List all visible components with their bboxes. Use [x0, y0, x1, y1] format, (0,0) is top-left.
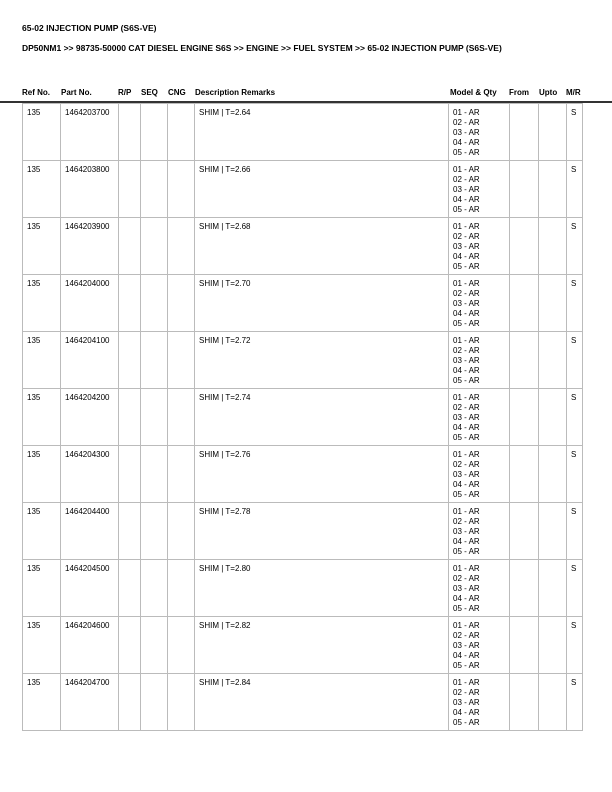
from-cell — [510, 674, 539, 731]
mr-cell: S — [567, 275, 583, 332]
seq-cell — [141, 503, 168, 560]
model-qty: 04 - AR — [453, 195, 480, 204]
mr-cell: S — [567, 389, 583, 446]
part-no-cell: 1464204100 — [61, 332, 119, 389]
table-row — [23, 104, 583, 161]
upto-cell — [539, 161, 567, 218]
model-qty: 02 - AR — [453, 175, 480, 184]
ref-cell: 135 — [23, 389, 61, 446]
upto-cell — [539, 218, 567, 275]
table-row — [23, 674, 583, 731]
model-qty: 01 - AR — [453, 507, 480, 516]
page-title: 65-02 INJECTION PUMP (S6S-VE) — [22, 23, 157, 33]
model-qty: 01 - AR — [453, 621, 480, 630]
cng-cell — [168, 617, 195, 674]
description-cell: SHIM | T=2.74 — [195, 389, 449, 446]
mr-cell: S — [567, 218, 583, 275]
from-cell — [510, 503, 539, 560]
col-model: Model & Qty — [450, 88, 497, 97]
model-qty: 01 - AR — [453, 564, 480, 573]
model-qty: 02 - AR — [453, 118, 480, 127]
model-qty: 03 - AR — [453, 470, 480, 479]
model-qty-cell — [449, 332, 510, 389]
description-cell: SHIM | T=2.70 — [195, 275, 449, 332]
mr-cell: S — [567, 560, 583, 617]
ref-cell: 135 — [23, 503, 61, 560]
model-qty: 04 - AR — [453, 537, 480, 546]
rp-cell — [119, 161, 141, 218]
col-from: From — [509, 88, 529, 97]
model-qty: 04 - AR — [453, 252, 480, 261]
rp-cell — [119, 503, 141, 560]
part-no-cell: 1464204300 — [61, 446, 119, 503]
description-cell: SHIM | T=2.66 — [195, 161, 449, 218]
seq-cell — [141, 389, 168, 446]
from-cell — [510, 161, 539, 218]
upto-cell — [539, 275, 567, 332]
cng-cell — [168, 218, 195, 275]
model-qty: 03 - AR — [453, 698, 480, 707]
from-cell — [510, 275, 539, 332]
model-qty: 01 - AR — [453, 678, 480, 687]
mr-cell: S — [567, 617, 583, 674]
cng-cell — [168, 332, 195, 389]
part-no-cell: 1464203800 — [61, 161, 119, 218]
rp-cell — [119, 332, 141, 389]
model-qty: 05 - AR — [453, 547, 480, 556]
model-qty: 04 - AR — [453, 594, 480, 603]
rp-cell — [119, 617, 141, 674]
col-upto: Upto — [539, 88, 558, 97]
upto-cell — [539, 617, 567, 674]
seq-cell — [141, 332, 168, 389]
ref-cell: 135 — [23, 275, 61, 332]
model-qty: 01 - AR — [453, 336, 480, 345]
description-cell: SHIM | T=2.72 — [195, 332, 449, 389]
mr-cell: S — [567, 161, 583, 218]
model-qty: 03 - AR — [453, 356, 480, 365]
model-qty: 04 - AR — [453, 423, 480, 432]
ref-cell: 135 — [23, 674, 61, 731]
ref-cell: 135 — [23, 161, 61, 218]
cng-cell — [168, 389, 195, 446]
model-qty: 04 - AR — [453, 651, 480, 660]
model-qty: 03 - AR — [453, 584, 480, 593]
model-qty: 03 - AR — [453, 128, 480, 137]
upto-cell — [539, 560, 567, 617]
upto-cell — [539, 446, 567, 503]
model-qty-cell — [449, 446, 510, 503]
ref-cell: 135 — [23, 218, 61, 275]
model-qty: 03 - AR — [453, 299, 480, 308]
col-desc: Description Remarks — [195, 88, 276, 97]
upto-cell — [539, 332, 567, 389]
table-row — [23, 560, 583, 617]
part-no-cell: 1464204000 — [61, 275, 119, 332]
model-qty: 05 - AR — [453, 433, 480, 442]
from-cell — [510, 560, 539, 617]
description-cell: SHIM | T=2.84 — [195, 674, 449, 731]
model-qty: 01 - AR — [453, 108, 480, 117]
model-qty: 05 - AR — [453, 490, 480, 499]
model-qty: 02 - AR — [453, 460, 480, 469]
table-row — [23, 161, 583, 218]
mr-cell: S — [567, 104, 583, 161]
table-row — [23, 389, 583, 446]
upto-cell — [539, 104, 567, 161]
upto-cell — [539, 389, 567, 446]
seq-cell — [141, 104, 168, 161]
description-cell: SHIM | T=2.78 — [195, 503, 449, 560]
seq-cell — [141, 674, 168, 731]
model-qty: 02 - AR — [453, 688, 480, 697]
model-qty: 02 - AR — [453, 574, 480, 583]
model-qty: 04 - AR — [453, 366, 480, 375]
mr-cell: S — [567, 674, 583, 731]
ref-cell: 135 — [23, 560, 61, 617]
seq-cell — [141, 617, 168, 674]
model-qty: 04 - AR — [453, 708, 480, 717]
parts-table — [22, 103, 583, 731]
ref-cell: 135 — [23, 332, 61, 389]
model-qty: 03 - AR — [453, 413, 480, 422]
table-row — [23, 503, 583, 560]
mr-cell: S — [567, 446, 583, 503]
seq-cell — [141, 218, 168, 275]
col-mr: M/R — [566, 88, 581, 97]
description-cell: SHIM | T=2.76 — [195, 446, 449, 503]
description-cell: SHIM | T=2.82 — [195, 617, 449, 674]
table-row — [23, 617, 583, 674]
model-qty: 02 - AR — [453, 517, 480, 526]
table-row — [23, 332, 583, 389]
model-qty: 05 - AR — [453, 148, 480, 157]
seq-cell — [141, 560, 168, 617]
table-row — [23, 275, 583, 332]
model-qty-cell — [449, 617, 510, 674]
part-no-cell: 1464204700 — [61, 674, 119, 731]
model-qty: 05 - AR — [453, 376, 480, 385]
cng-cell — [168, 104, 195, 161]
rp-cell — [119, 560, 141, 617]
model-qty-cell — [449, 674, 510, 731]
rp-cell — [119, 674, 141, 731]
description-cell: SHIM | T=2.64 — [195, 104, 449, 161]
model-qty-cell — [449, 218, 510, 275]
upto-cell — [539, 674, 567, 731]
ref-cell: 135 — [23, 446, 61, 503]
part-no-cell: 1464204600 — [61, 617, 119, 674]
model-qty: 01 - AR — [453, 165, 480, 174]
part-no-cell: 1464204200 — [61, 389, 119, 446]
from-cell — [510, 218, 539, 275]
part-no-cell: 1464203700 — [61, 104, 119, 161]
model-qty: 02 - AR — [453, 232, 480, 241]
seq-cell — [141, 446, 168, 503]
model-qty-cell — [449, 389, 510, 446]
model-qty: 01 - AR — [453, 279, 480, 288]
description-cell: SHIM | T=2.68 — [195, 218, 449, 275]
model-qty-cell — [449, 560, 510, 617]
ref-cell: 135 — [23, 104, 61, 161]
table-row — [23, 218, 583, 275]
model-qty: 02 - AR — [453, 631, 480, 640]
cng-cell — [168, 560, 195, 617]
model-qty: 05 - AR — [453, 205, 480, 214]
rp-cell — [119, 389, 141, 446]
model-qty-cell — [449, 275, 510, 332]
table-row — [23, 446, 583, 503]
from-cell — [510, 389, 539, 446]
model-qty: 04 - AR — [453, 309, 480, 318]
cng-cell — [168, 503, 195, 560]
col-cng: CNG — [168, 88, 186, 97]
seq-cell — [141, 161, 168, 218]
mr-cell: S — [567, 332, 583, 389]
model-qty: 03 - AR — [453, 242, 480, 251]
model-qty: 05 - AR — [453, 319, 480, 328]
model-qty: 01 - AR — [453, 450, 480, 459]
model-qty-cell — [449, 161, 510, 218]
description-cell: SHIM | T=2.80 — [195, 560, 449, 617]
part-no-cell: 1464204400 — [61, 503, 119, 560]
table-header — [0, 88, 612, 100]
col-rp: R/P — [118, 88, 132, 97]
rp-cell — [119, 218, 141, 275]
model-qty: 05 - AR — [453, 604, 480, 613]
model-qty: 05 - AR — [453, 262, 480, 271]
rp-cell — [119, 275, 141, 332]
model-qty-cell — [449, 503, 510, 560]
model-qty: 04 - AR — [453, 138, 480, 147]
model-qty: 02 - AR — [453, 346, 480, 355]
model-qty: 02 - AR — [453, 289, 480, 298]
model-qty: 05 - AR — [453, 661, 480, 670]
cng-cell — [168, 161, 195, 218]
mr-cell: S — [567, 503, 583, 560]
breadcrumb: DP50NM1 >> 98735-50000 CAT DIESEL ENGINE S6S >> ENGINE >> FUEL SYSTEM >> 65-02 INJECTION PUMP (S6S-VE) — [22, 43, 502, 53]
rp-cell — [119, 446, 141, 503]
ref-cell: 135 — [23, 617, 61, 674]
part-no-cell: 1464204500 — [61, 560, 119, 617]
upto-cell — [539, 503, 567, 560]
rp-cell — [119, 104, 141, 161]
cng-cell — [168, 674, 195, 731]
col-seq: SEQ — [141, 88, 158, 97]
part-no-cell: 1464203900 — [61, 218, 119, 275]
col-part: Part No. — [61, 88, 92, 97]
from-cell — [510, 332, 539, 389]
from-cell — [510, 617, 539, 674]
model-qty: 03 - AR — [453, 527, 480, 536]
model-qty: 01 - AR — [453, 222, 480, 231]
model-qty: 04 - AR — [453, 480, 480, 489]
model-qty: 02 - AR — [453, 403, 480, 412]
model-qty: 05 - AR — [453, 718, 480, 727]
model-qty: 03 - AR — [453, 641, 480, 650]
model-qty: 01 - AR — [453, 393, 480, 402]
col-ref: Ref No. — [22, 88, 50, 97]
model-qty: 03 - AR — [453, 185, 480, 194]
from-cell — [510, 446, 539, 503]
seq-cell — [141, 275, 168, 332]
from-cell — [510, 104, 539, 161]
cng-cell — [168, 275, 195, 332]
cng-cell — [168, 446, 195, 503]
model-qty-cell — [449, 104, 510, 161]
